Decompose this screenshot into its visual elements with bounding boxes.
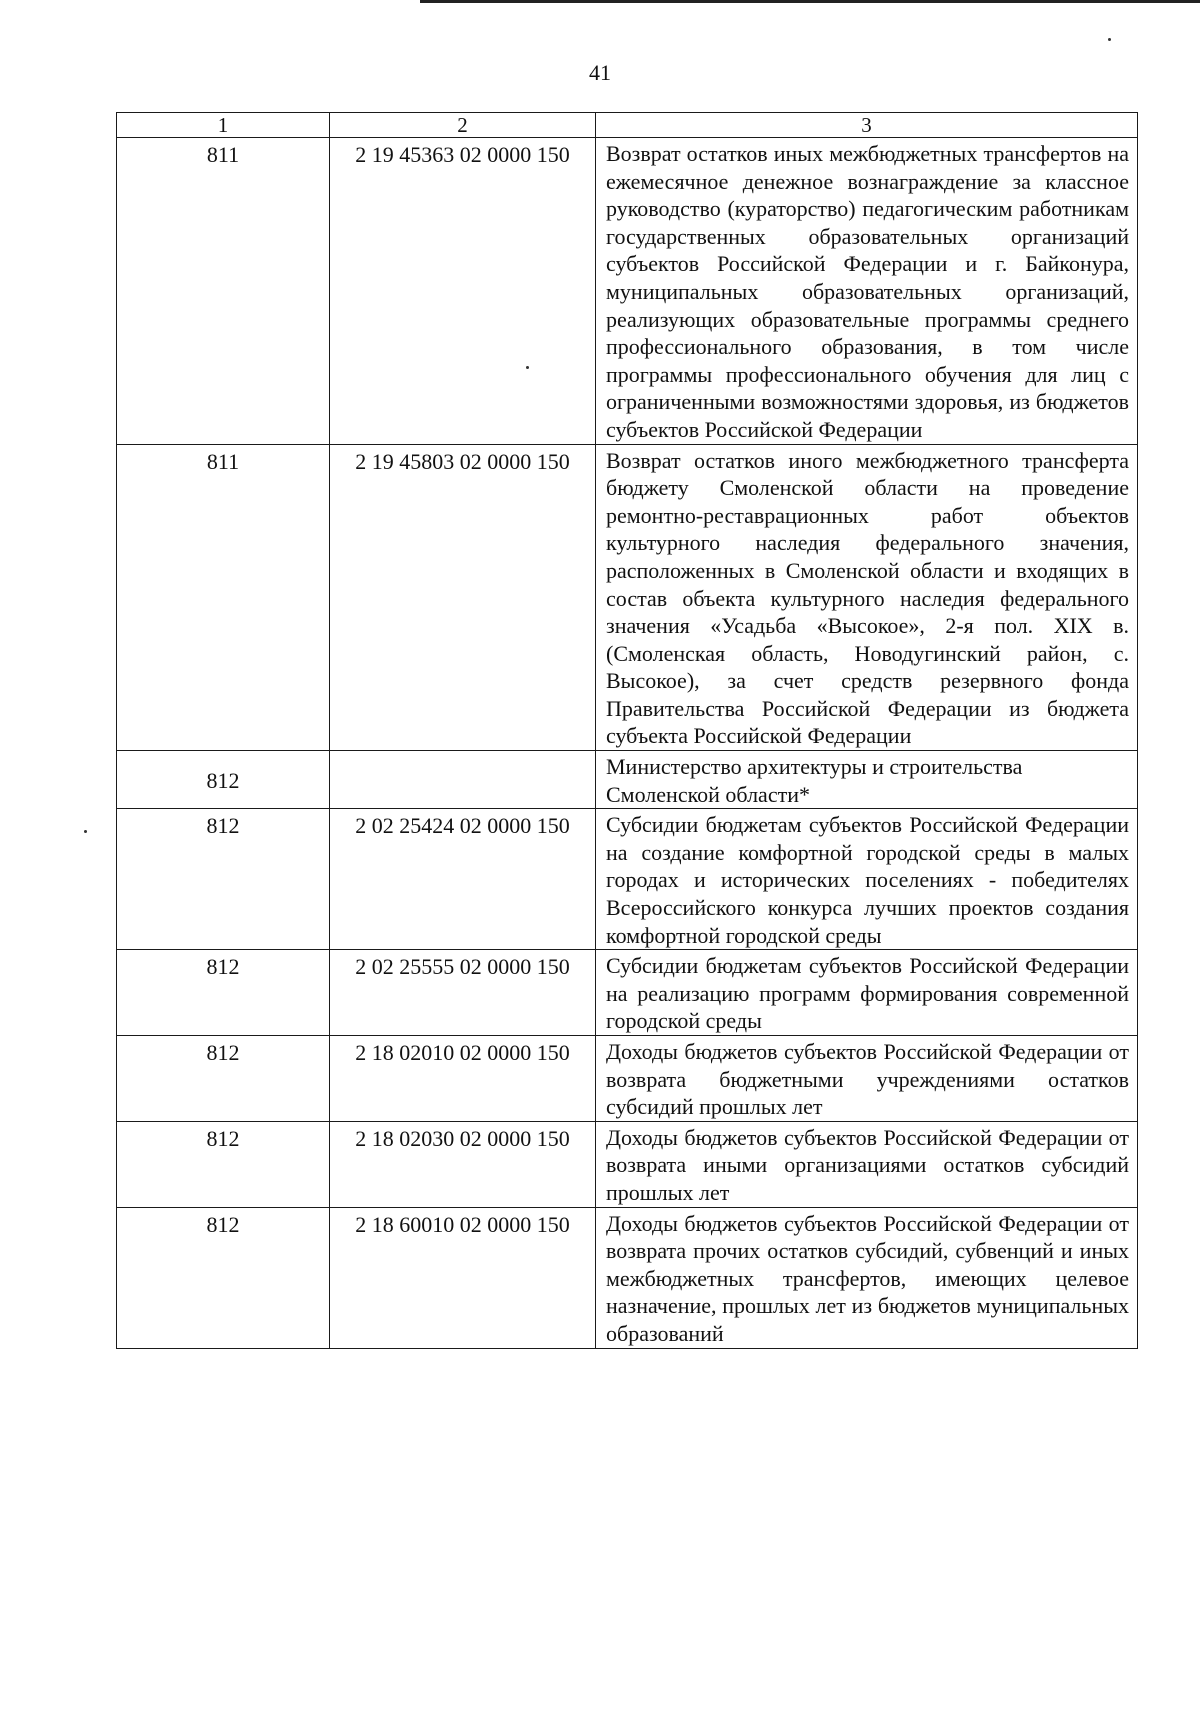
revenue-name-cell: Доходы бюджетов субъектов Российской Федерации от возврата бюджетными учреждениями остатков субсидий прошлых лет — [596, 1036, 1138, 1122]
table-row — [117, 1036, 1138, 1122]
top-border-rule — [420, 0, 1200, 3]
table-row — [117, 138, 1138, 445]
kbk-code-cell: 2 02 25424 02 0000 150 — [330, 809, 596, 950]
revenue-name-cell: Возврат остатков иного межбюджетного трансферта бюджету Смоленской области на проведение ремонтно-реставрационных работ объектов культурного наследия федерального значения, расположенных в Смоленской области и входящих в состав объекта культурного наследия федерального значения «Усадьба «Высокое», 2-я пол. XIX в. (Смоленская область, Новодугинский район, с. Высокое), за счет средств резервного фонда Правительства Российской Федерации из бюджета субъекта Российской Федерации — [596, 444, 1138, 751]
table-row — [117, 950, 1138, 1036]
kbk-code-cell: 2 18 02030 02 0000 150 — [330, 1121, 596, 1207]
column-header-2: 2 — [330, 113, 596, 138]
column-header-1: 1 — [117, 113, 330, 138]
admin-code-cell: 812 — [117, 950, 330, 1036]
revenue-name-cell: Субсидии бюджетам субъектов Российской Федерации на реализацию программ формирования современной городской среды — [596, 950, 1138, 1036]
revenue-name-cell: Доходы бюджетов субъектов Российской Федерации от возврата прочих остатков субсидий, субвенций и иных межбюджетных трансфертов, имеющих целевое назначение, прошлых лет из бюджетов муниципальных образований — [596, 1207, 1138, 1348]
revenue-name-cell: Возврат остатков иных межбюджетных трансфертов на ежемесячное денежное вознаграждение за классное руководство (кураторство) педагогическим работникам государственных образовательных организаций субъектов Российской Федерации и г. Байконура, муниципальных образовательных организаций, реализующих образовательные программы среднего профессионального образования, в том числе программы профессионального обучения для лиц с ограниченными возможностями здоровья, из бюджетов субъектов Российской Федерации — [596, 138, 1138, 445]
kbk-code-cell: 2 19 45803 02 0000 150 — [330, 444, 596, 751]
kbk-code-cell — [330, 751, 596, 809]
table-row — [117, 809, 1138, 950]
admin-code-cell: 812 — [117, 751, 330, 809]
admin-code-cell: 812 — [117, 1207, 330, 1348]
kbk-code-cell: 2 18 60010 02 0000 150 — [330, 1207, 596, 1348]
revenue-name-cell: Доходы бюджетов субъектов Российской Федерации от возврата иными организациями остатков субсидий прошлых лет — [596, 1121, 1138, 1207]
admin-code-cell: 812 — [117, 1121, 330, 1207]
table-header-row — [117, 113, 1138, 138]
scan-speck — [1108, 38, 1111, 41]
admin-code-cell: 812 — [117, 809, 330, 950]
admin-code-cell: 811 — [117, 444, 330, 751]
kbk-code-cell: 2 02 25555 02 0000 150 — [330, 950, 596, 1036]
admin-code-cell: 812 — [117, 1036, 330, 1122]
table-row — [117, 1121, 1138, 1207]
revenue-name-cell: Министерство архитектуры и строительства Смоленской области* — [596, 751, 1138, 809]
table-row — [117, 751, 1138, 809]
table-row — [117, 1207, 1138, 1348]
revenue-name-cell: Субсидии бюджетам субъектов Российской Федерации на создание комфортной городской среды в малых городах и исторических поселениях - победителях Всероссийского конкурса лучших проектов создания комфортной городской среды — [596, 809, 1138, 950]
column-header-3: 3 — [596, 113, 1138, 138]
revenue-codes-table — [116, 112, 1138, 1349]
page-number: 41 — [589, 60, 611, 85]
scan-speck — [84, 830, 87, 833]
kbk-code-cell: 2 18 02010 02 0000 150 — [330, 1036, 596, 1122]
admin-code-cell: 811 — [117, 138, 330, 445]
kbk-code-cell: 2 19 45363 02 0000 150 — [330, 138, 596, 445]
table-row — [117, 444, 1138, 751]
